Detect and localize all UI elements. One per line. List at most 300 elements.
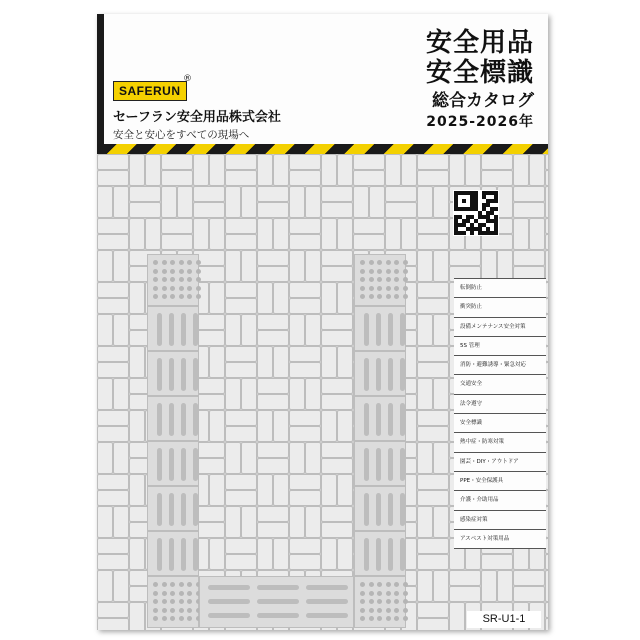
tactile-bar — [169, 358, 174, 391]
paving-tile — [321, 442, 353, 458]
paving-tile — [273, 218, 289, 250]
paving-tile — [257, 266, 289, 282]
paving-tile — [481, 234, 513, 250]
tactile-dot — [153, 608, 158, 613]
paving-tile — [289, 554, 321, 570]
paving-tile — [257, 378, 289, 394]
tactile-dot — [403, 616, 408, 621]
paving-tile — [241, 250, 257, 282]
paving-tile — [289, 282, 321, 298]
tactile-bar — [306, 599, 348, 604]
paving-tile — [257, 522, 289, 538]
tactile-dot — [170, 294, 175, 299]
tactile-bar — [169, 493, 174, 526]
paving-tile — [353, 170, 385, 186]
tactile-dot — [360, 269, 365, 274]
category-item[interactable]: 介護・介助用品 — [454, 491, 546, 510]
tactile-dot — [162, 294, 167, 299]
paving-tile — [241, 378, 257, 410]
paving-tile — [145, 154, 161, 186]
tactile-dot — [187, 286, 192, 291]
paving-tile — [513, 250, 545, 266]
tactile-dot — [377, 269, 382, 274]
tactile-dot — [162, 260, 167, 265]
paving-tile — [321, 346, 337, 378]
paving-tile — [241, 186, 257, 218]
paving-tile — [449, 154, 465, 186]
paving-tile — [321, 474, 337, 506]
paving-tile — [481, 570, 497, 602]
paving-tile — [289, 362, 321, 378]
tactile-bar — [306, 613, 348, 618]
tactile-bar — [193, 403, 198, 436]
tactile-dot — [360, 260, 365, 265]
paving-tile — [289, 378, 305, 410]
paving-tile — [417, 250, 433, 282]
tactile-bar — [208, 599, 250, 604]
paving-tile — [97, 570, 113, 602]
tactile-bar — [364, 493, 369, 526]
paving-tile — [545, 218, 548, 234]
paving-tile — [97, 442, 113, 474]
tactile-dot — [187, 608, 192, 613]
tactile-dot — [394, 286, 399, 291]
paving-tile — [225, 346, 257, 362]
paving-tile — [321, 394, 353, 410]
tactile-bar — [157, 313, 162, 346]
tactile-dot — [360, 616, 365, 621]
tactile-dot — [153, 599, 158, 604]
paving-tile — [241, 442, 257, 474]
paving-tile — [513, 154, 529, 186]
paving-tile — [273, 538, 289, 570]
tactile-dot — [394, 294, 399, 299]
paving-tile — [161, 218, 193, 234]
paving-tile — [257, 474, 273, 506]
tactile-strip — [147, 396, 199, 441]
paving-tile — [209, 282, 225, 314]
tactile-bar — [400, 448, 405, 481]
paving-tile — [417, 378, 433, 410]
tactile-dot — [377, 277, 382, 282]
tactile-dot — [170, 591, 175, 596]
paving-tile — [417, 506, 433, 538]
paving-tile — [433, 314, 449, 346]
tactile-strip — [147, 531, 199, 576]
paving-tile — [337, 218, 353, 250]
tactile-bar — [181, 358, 186, 391]
category-item[interactable]: 熱中症・防寒対策 — [454, 433, 546, 452]
paving-tile — [321, 250, 353, 266]
tactile-strip — [147, 576, 199, 628]
tactile-dot — [394, 582, 399, 587]
paving-tile — [545, 618, 548, 630]
tactile-dot — [170, 608, 175, 613]
tactile-dot — [162, 277, 167, 282]
paving-tile — [257, 458, 289, 474]
paving-tile — [417, 618, 449, 630]
paving-tile — [337, 346, 353, 378]
paving-tile — [465, 154, 481, 186]
paving-tile — [337, 154, 353, 186]
tactile-strip — [354, 441, 406, 486]
tactile-dot — [153, 260, 158, 265]
tactile-strip — [147, 351, 199, 396]
paving-tile — [545, 554, 548, 570]
paving-tile — [257, 538, 273, 570]
paving-tile — [161, 186, 177, 218]
tactile-dot — [394, 591, 399, 596]
paving-tile — [417, 298, 449, 314]
tactile-bar — [169, 538, 174, 571]
tactile-dot — [360, 277, 365, 282]
paving-tile — [129, 186, 161, 202]
tactile-dot — [153, 277, 158, 282]
tactile-bar — [376, 493, 381, 526]
paving-tile — [225, 234, 257, 250]
tactile-dot — [196, 294, 201, 299]
paving-tile — [321, 458, 353, 474]
paving-tile — [433, 570, 449, 602]
paving-tile — [321, 330, 353, 346]
paving-tile — [97, 554, 129, 570]
paving-tile — [209, 346, 225, 378]
tactile-dot — [403, 599, 408, 604]
paving-tile — [481, 170, 513, 186]
tactile-dot — [403, 294, 408, 299]
paving-tile — [225, 298, 257, 314]
tactile-strip — [354, 351, 406, 396]
title-line-2: 安全標識 — [425, 58, 534, 88]
paving-tile — [257, 154, 273, 186]
paving-tile — [209, 410, 225, 442]
paving-tile — [417, 554, 449, 570]
tactile-dot — [187, 269, 192, 274]
tactile-dot — [394, 260, 399, 265]
paving-tile — [321, 282, 337, 314]
tactile-strip — [354, 306, 406, 351]
paving-tile — [417, 170, 449, 186]
paving-tile — [257, 202, 289, 218]
paving-tile — [449, 586, 481, 602]
paving-tile — [433, 506, 449, 538]
paving-tile — [321, 314, 353, 330]
tactile-dot — [170, 582, 175, 587]
paving-tile — [225, 186, 241, 218]
paving-tile — [449, 602, 465, 630]
paving-tile — [417, 410, 449, 426]
paving-tile — [257, 282, 273, 314]
paving-tile — [113, 186, 129, 218]
category-item[interactable]: 園芸・DIY・アウトドア — [454, 453, 546, 472]
tactile-dot — [196, 269, 201, 274]
paving-tile — [321, 154, 337, 186]
tactile-bar — [208, 613, 250, 618]
tactile-dot — [394, 599, 399, 604]
paving-tile — [417, 282, 449, 298]
tactile-bar — [181, 403, 186, 436]
tactile-dot — [377, 599, 382, 604]
paving-tile — [545, 602, 548, 618]
paving-tile — [417, 602, 449, 618]
paving-tile — [193, 154, 209, 186]
paving-tile — [417, 426, 449, 442]
tactile-dot — [162, 608, 167, 613]
paving-tile — [353, 218, 385, 234]
tactile-strip — [354, 396, 406, 441]
tactile-strip — [354, 576, 406, 628]
tactile-dot — [179, 260, 184, 265]
paving-tile — [113, 378, 129, 410]
tactile-dot — [386, 277, 391, 282]
tactile-bar — [400, 403, 405, 436]
paving-tile — [385, 218, 401, 250]
tactile-bar — [364, 358, 369, 391]
tactile-dot — [377, 260, 382, 265]
tactile-dot — [179, 591, 184, 596]
paving-tile — [209, 154, 225, 186]
paving-tile — [97, 234, 129, 250]
tactile-bar — [181, 493, 186, 526]
brand-logo — [113, 74, 192, 101]
paving-tile — [433, 186, 449, 218]
paving-tile — [97, 410, 129, 426]
paving-tile — [289, 474, 321, 490]
paving-tile — [337, 282, 353, 314]
paving-tile — [289, 170, 321, 186]
tactile-strip — [147, 254, 199, 306]
paving-tile — [225, 362, 257, 378]
tactile-dot — [153, 286, 158, 291]
tactile-bar — [364, 448, 369, 481]
paving-tile — [161, 234, 193, 250]
tactile-dot — [369, 294, 374, 299]
paving-tile — [225, 442, 241, 474]
tactile-strip — [354, 254, 406, 306]
paving-tile — [225, 506, 241, 538]
paving-tile — [161, 170, 193, 186]
tactile-bar — [388, 448, 393, 481]
tactile-bar — [157, 538, 162, 571]
paving-tile — [129, 218, 145, 250]
tactile-dot — [369, 608, 374, 613]
category-item[interactable]: 転倒防止 — [454, 278, 546, 298]
paving-tile — [97, 506, 113, 538]
paving-tile — [433, 378, 449, 410]
tactile-bar — [257, 599, 299, 604]
paving-tile — [257, 218, 273, 250]
category-item[interactable]: 衝突防止 — [454, 298, 546, 317]
tactile-dot — [377, 608, 382, 613]
tactile-dot — [386, 599, 391, 604]
paving-tile — [337, 474, 353, 506]
tactile-dot — [360, 286, 365, 291]
paving-tile — [257, 410, 273, 442]
tactile-dot — [369, 269, 374, 274]
tactile-dot — [179, 582, 184, 587]
paving-tile — [113, 314, 129, 346]
tactile-strip — [354, 531, 406, 576]
tactile-dot — [170, 286, 175, 291]
paving-tile — [417, 442, 433, 474]
tactile-bar — [157, 403, 162, 436]
paving-tile — [225, 554, 257, 570]
category-item[interactable]: 交通安全 — [454, 375, 546, 394]
paving-tile — [305, 506, 321, 538]
category-item[interactable]: 安全標識 — [454, 414, 546, 433]
tactile-bar — [376, 313, 381, 346]
paving-tile — [129, 410, 145, 442]
registered-mark: ® — [183, 74, 192, 84]
tactile-dot — [162, 599, 167, 604]
paving-tile — [193, 202, 225, 218]
paving-tile — [97, 218, 129, 234]
title-line-1: 安全用品 — [425, 28, 534, 58]
paving-tile — [225, 378, 241, 410]
tactile-dot — [162, 616, 167, 621]
paving-tile — [225, 282, 257, 298]
category-item[interactable]: 設備メンテナンス安全対策 — [454, 318, 546, 337]
paving-tile — [97, 538, 129, 554]
tactile-dot — [386, 269, 391, 274]
paving-tile — [305, 250, 321, 282]
paving-tile — [417, 346, 449, 362]
paving-tile — [273, 346, 289, 378]
tactile-bar — [157, 493, 162, 526]
tactile-bar — [169, 403, 174, 436]
paving-tile — [225, 218, 257, 234]
paving-tile — [545, 154, 548, 170]
category-item[interactable]: 消防・避難誘導・緊急対応 — [454, 356, 546, 375]
paving-tile — [385, 186, 417, 202]
tactile-bar — [208, 585, 250, 590]
tactile-dot — [386, 286, 391, 291]
paving-tile — [289, 538, 321, 554]
category-item[interactable]: 5S 管理 — [454, 337, 546, 356]
paving-tile — [385, 154, 401, 186]
paving-tile — [481, 554, 513, 570]
tactile-bar — [257, 585, 299, 590]
paving-tile — [545, 170, 548, 186]
tactile-dot — [179, 608, 184, 613]
paving-tile — [273, 154, 289, 186]
tactile-bar — [388, 403, 393, 436]
paving-tile — [289, 314, 305, 346]
tactile-dot — [369, 616, 374, 621]
paving-tile — [113, 570, 129, 602]
paving-tile — [289, 250, 305, 282]
paving-tile — [337, 538, 353, 570]
paving-tile — [289, 426, 321, 442]
tactile-dot — [153, 582, 158, 587]
category-item[interactable]: 感染症対策 — [454, 511, 546, 530]
paving-tile — [321, 522, 353, 538]
tactile-dot — [386, 616, 391, 621]
tactile-dot — [162, 591, 167, 596]
category-item[interactable]: PPE・安全保護具 — [454, 472, 546, 491]
paving-tile — [513, 186, 545, 202]
paving-tile — [321, 538, 337, 570]
saferun-logo: SAFERUN — [113, 81, 187, 101]
tactile-dot — [386, 608, 391, 613]
paving-tile — [257, 314, 289, 330]
paving-tile — [529, 218, 545, 250]
tactile-dot — [403, 608, 408, 613]
paving-tile — [209, 538, 225, 570]
paving-tile — [305, 442, 321, 474]
tactile-bar — [306, 585, 348, 590]
paving-tile — [449, 570, 481, 586]
paving-tile — [97, 618, 129, 630]
tactile-dot — [170, 616, 175, 621]
tactile-dot — [179, 599, 184, 604]
paving-tile — [513, 218, 529, 250]
paving-tile — [289, 154, 321, 170]
category-item[interactable]: アスベスト対策用品 — [454, 530, 546, 549]
paving-tile — [369, 186, 385, 218]
tactile-dot — [394, 616, 399, 621]
paving-tile — [113, 506, 129, 538]
tactile-bar — [364, 538, 369, 571]
paving-tile — [289, 506, 305, 538]
tactile-dot — [369, 260, 374, 265]
catalog-years: 2025-2026年 — [426, 114, 534, 130]
paving-tile — [193, 218, 209, 250]
tactile-dot — [162, 582, 167, 587]
paving-tile — [97, 186, 113, 218]
tactile-dot — [377, 591, 382, 596]
tactile-dot — [196, 277, 201, 282]
tactile-dot — [394, 608, 399, 613]
paving-tile — [257, 250, 289, 266]
tactile-dot — [153, 616, 158, 621]
paving-tile — [513, 570, 545, 586]
paving-tile — [225, 410, 257, 426]
paving-tile — [97, 154, 129, 170]
tactile-strip — [354, 486, 406, 531]
qr-code[interactable] — [453, 190, 499, 236]
tactile-dot — [369, 599, 374, 604]
paving-tile — [129, 602, 145, 630]
tactile-bar — [364, 403, 369, 436]
paving-tile — [97, 250, 113, 282]
tactile-dot — [386, 294, 391, 299]
paving-tile — [289, 186, 305, 218]
tactile-dot — [369, 582, 374, 587]
tactile-dot — [394, 277, 399, 282]
paving-tile — [97, 346, 129, 362]
paving-tile — [97, 426, 129, 442]
tactile-dot — [187, 616, 192, 621]
tactile-dot — [403, 286, 408, 291]
paving-tile — [321, 218, 337, 250]
paving-tile — [417, 314, 433, 346]
paving-tile — [529, 154, 545, 186]
category-item[interactable]: 法令遵守 — [454, 395, 546, 414]
paving-tile — [401, 154, 417, 186]
tactile-dot — [369, 591, 374, 596]
paving-tile — [417, 218, 449, 234]
paving-tile — [257, 442, 289, 458]
paving-tile — [225, 250, 241, 282]
paving-tile — [145, 218, 161, 250]
paving-tile — [321, 186, 353, 202]
paving-tile — [321, 506, 353, 522]
paving-tile — [113, 250, 129, 282]
paving-tile — [129, 538, 145, 570]
tactile-strip — [147, 306, 199, 351]
paving-tile — [209, 218, 225, 250]
